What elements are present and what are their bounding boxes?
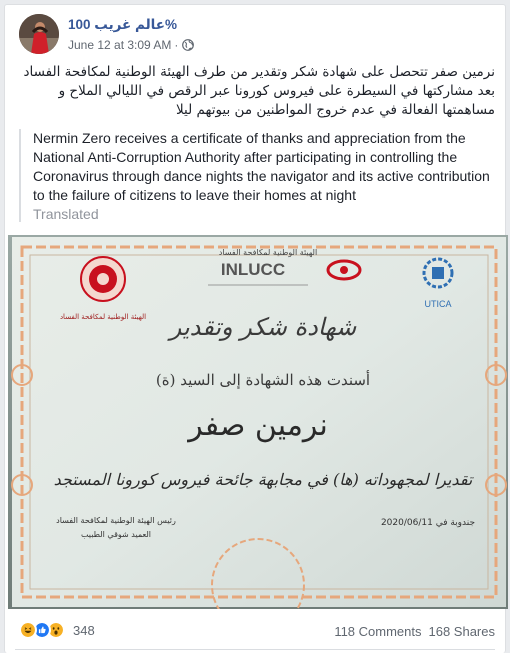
certificate-date: جندوبة في 2020/06/11 (380, 518, 476, 528)
author-name[interactable]: عالم غريب 100% (68, 17, 177, 32)
right-logo-text: UTICA (424, 299, 452, 309)
center-header: الهيئة الوطنية لمكافحة الفساد (218, 248, 318, 257)
left-logo-caption: الهيئة الوطنية لمكافحة الفساد (59, 313, 147, 321)
post-meta (68, 38, 194, 52)
engagement-stats (334, 624, 495, 639)
post-footer (5, 615, 507, 645)
shares-link[interactable]: 168 Shares (428, 624, 495, 639)
avatar-image (19, 14, 59, 54)
post-translation (19, 129, 497, 222)
globe-icon[interactable] (182, 39, 194, 51)
post-card (4, 4, 506, 653)
haha-reaction-icon (19, 621, 37, 639)
signatory-title: رئيس الهيئة الوطنية لمكافحة الفساد (56, 516, 176, 525)
signatory-name: العميد شوقي الطبيب (80, 530, 152, 539)
meta-separator: · (174, 38, 179, 52)
left-logo (81, 257, 125, 301)
certificate-reason: تقديرا لمجهوداته (ها) في مجابهة جائحة فيروس كورونا المستجد (53, 470, 473, 489)
certificate-recipient: نرمين صفر (188, 408, 328, 443)
post-photo[interactable] (8, 235, 508, 609)
reactions-summary[interactable] (19, 621, 95, 639)
post-original-text: نرمين صفر تتحصل على شهادة شكر وتقدير من طرف الهيئة الوطنية لمكافحة الفساد بعد مشاركتها في السيطرة على فيروس كورونا عبر الرقص في الليالي الملاح و مساهمتها الفعالة في عدم خروج المواطنين من بيوتهم ليلا (23, 64, 495, 118)
reaction-count: 348 (73, 622, 95, 638)
post-timestamp[interactable]: June 12 at 3:09 AM (68, 38, 172, 52)
author-avatar[interactable] (19, 14, 59, 54)
translated-label[interactable]: Translated (33, 206, 99, 222)
post-header (19, 14, 489, 56)
certificate-image (8, 235, 508, 609)
translated-text: Nermin Zero receives a certificate of thanks and appreciation from the National Anti-Corruption Authority after participating in controlling the Coronavirus through dance nights the navigator and its active contribution to the failure of citizens to leave their homes at night (33, 130, 490, 203)
comments-link[interactable]: 118 Comments (334, 624, 422, 639)
certificate-title: شهادة شكر وتقدير (169, 313, 357, 341)
certificate-subtitle: أسندت هذه الشهادة إلى السيد (ة) (155, 371, 371, 389)
center-logo-text: INLUCC (220, 260, 286, 279)
footer-divider (15, 649, 495, 650)
